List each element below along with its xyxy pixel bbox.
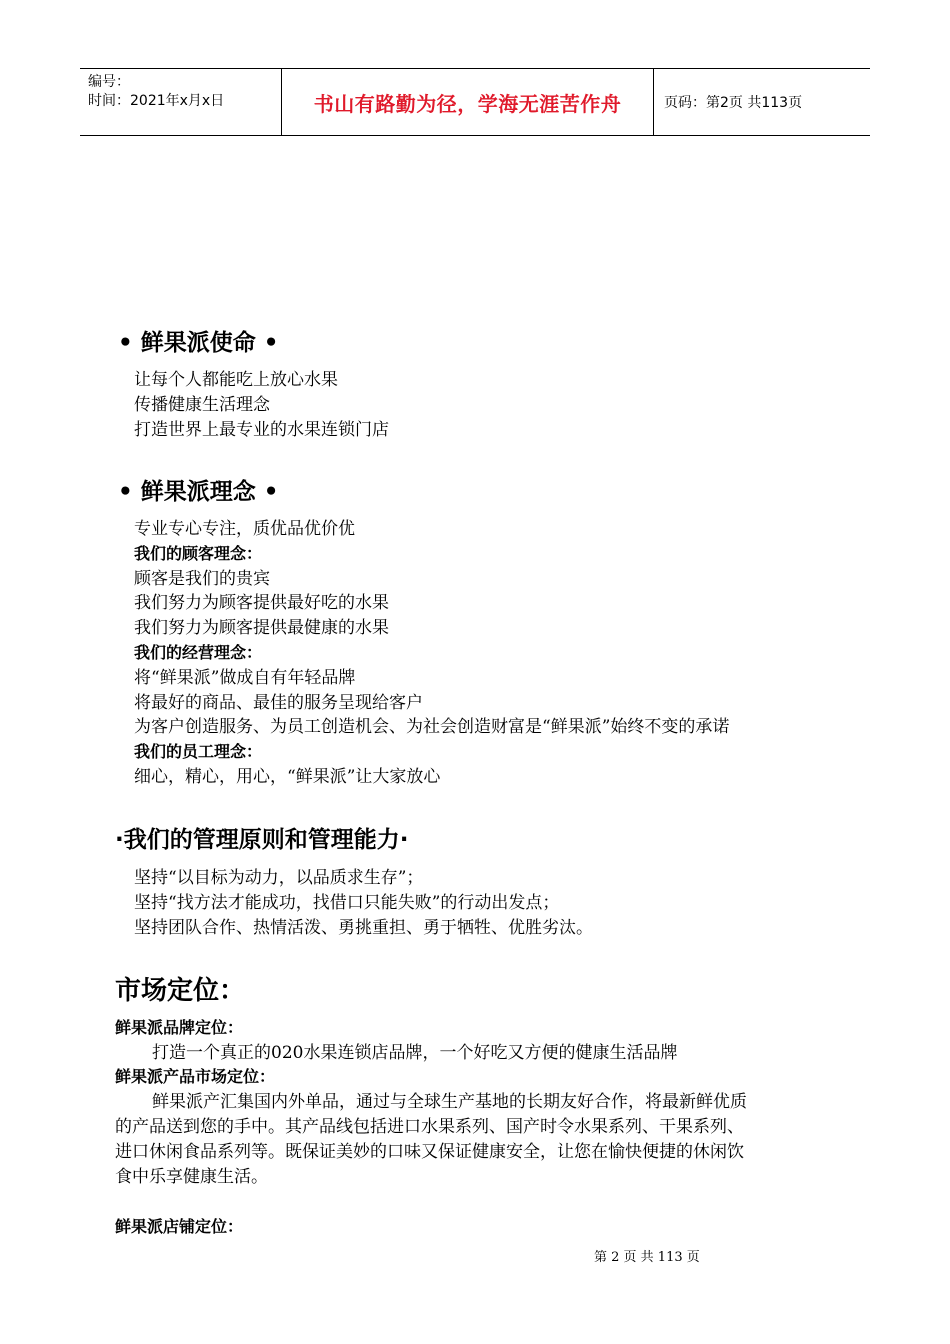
brand-line: 打造一个真正的020水果连锁店品牌，一个好吃又方便的健康生活品牌 <box>152 1043 678 1063</box>
mission-title: • 鲜果派使命 • <box>118 330 279 356</box>
product-heading: 鲜果派产品市场定位： <box>115 1067 276 1086</box>
header-motto: 书山有路勤为径，学海无涯苦作舟 <box>281 69 654 135</box>
management-list <box>134 866 593 940</box>
product-line: 的产品送到您的手中。其产品线包括进口水果系列、国产时令水果系列、干果系列、 <box>115 1117 744 1137</box>
time-label: 时间：2021年x月x日 <box>88 93 225 109</box>
customer-heading: 我们的顾客理念： <box>134 543 263 563</box>
mission-line: 传播健康生活理念 <box>134 394 270 415</box>
product-line: 鲜果派产汇集国内外单品，通过与全球生产基地的长期友好合作，将最新鲜优质 <box>152 1092 747 1112</box>
page-footer: 第 2 页 共 113 页 <box>594 1250 700 1265</box>
mission-line: 打造世界上最专业的水果连锁门店 <box>134 419 389 440</box>
header-meta <box>80 69 281 135</box>
mission-list <box>134 368 389 442</box>
staff-line: 细心，精心，用心，“鲜果派”让大家放心 <box>134 766 441 787</box>
header-page-info: 页码：第2页 共113页 <box>664 95 803 111</box>
customer-line: 我们努力为顾客提供最健康的水果 <box>134 618 389 639</box>
customer-line: 顾客是我们的贵宾 <box>134 568 270 589</box>
business-line: 将“鲜果派”做成自有年轻品牌 <box>134 667 356 688</box>
mission-line: 让每个人都能吃上放心水果 <box>134 370 338 390</box>
business-line: 为客户创造服务、为员工创造机会、为社会创造财富是“鲜果派”始终不变的承诺 <box>134 717 730 738</box>
philosophy-line: 专业专心专注，质优品优价优 <box>134 519 355 539</box>
business-line: 将最好的商品、最佳的服务呈现给客户 <box>134 692 423 713</box>
number-label: 编号： <box>88 74 130 90</box>
brand-heading: 鲜果派品牌定位： <box>115 1018 244 1037</box>
management-line: 坚持团队合作、热情活泼、勇挑重担、勇于牺牲、优胜劣汰。 <box>134 917 593 938</box>
staff-heading: 我们的员工理念： <box>134 742 263 762</box>
customer-line: 我们努力为顾客提供最好吃的水果 <box>134 593 389 614</box>
document-header <box>80 68 870 136</box>
brand-text <box>115 1041 840 1066</box>
store-heading: 鲜果派店铺定位： <box>115 1217 244 1236</box>
management-line: 坚持“以目标为动力，以品质求生存”； <box>134 868 424 888</box>
business-heading: 我们的经营理念： <box>134 642 263 662</box>
product-line: 食中乐享健康生活。 <box>115 1167 268 1187</box>
philosophy-title: • 鲜果派理念 • <box>118 479 279 505</box>
product-line: 进口休闲食品系列等。既保证美妙的口味又保证健康安全，让您在愉快便捷的休闲饮 <box>115 1142 744 1162</box>
philosophy-list <box>134 517 729 790</box>
management-title: ·我们的管理原则和管理能力· <box>115 827 409 853</box>
product-text <box>115 1090 840 1190</box>
market-title: 市场定位： <box>115 976 246 1006</box>
management-line: 坚持“找方法才能成功，找借口只能失败”的行动出发点； <box>134 892 560 913</box>
